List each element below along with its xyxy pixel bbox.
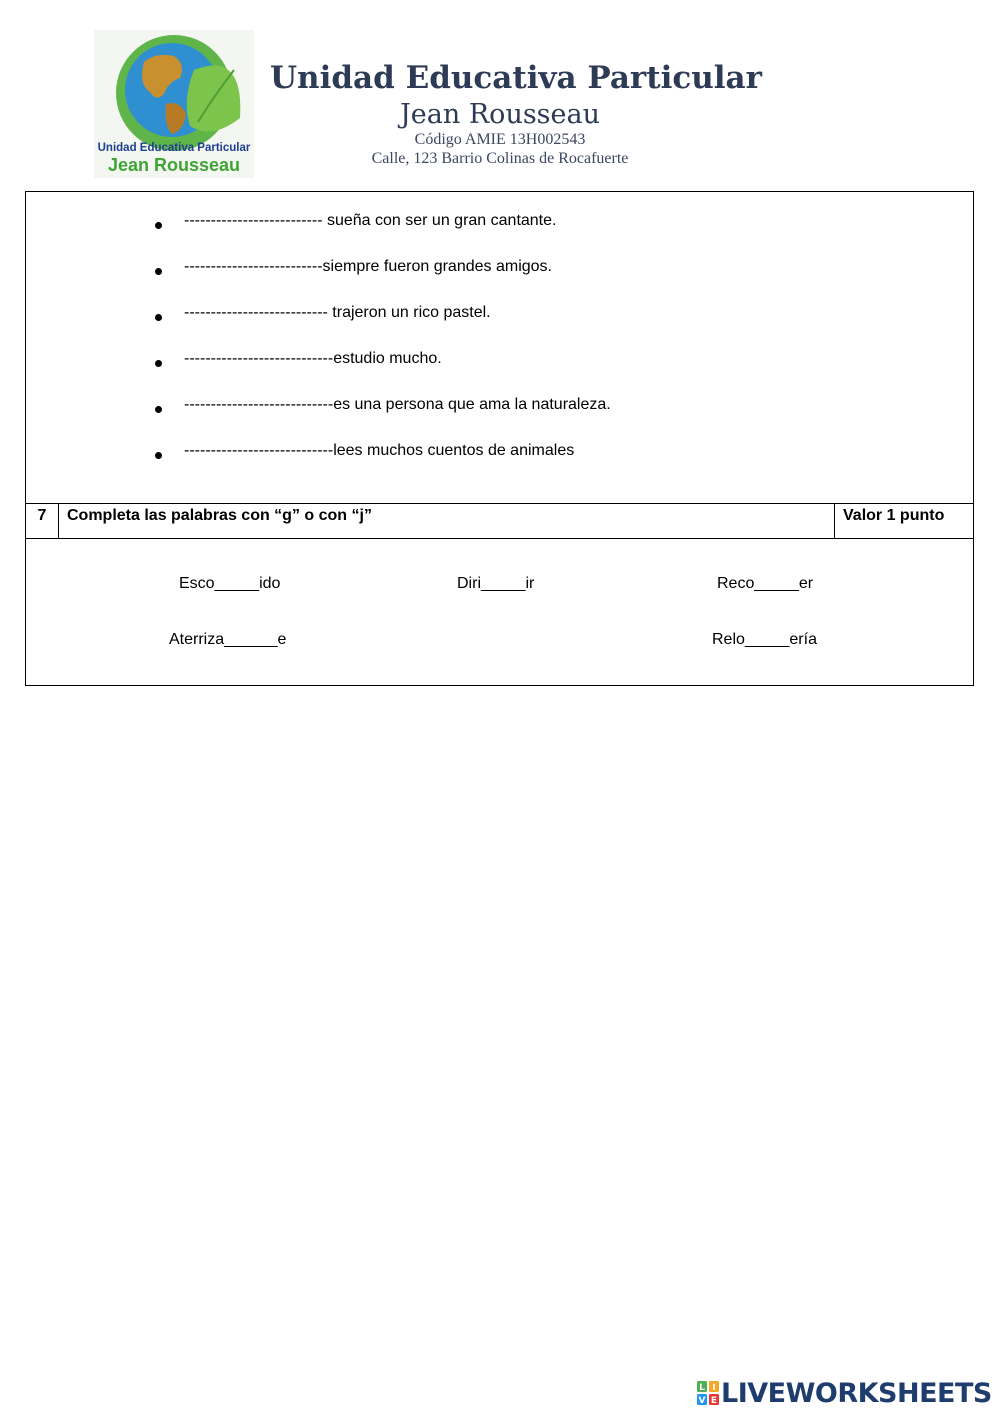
blank-sentence[interactable]: --------------------------- trajeron un rico pastel. [184, 304, 491, 321]
bullet-icon [155, 222, 162, 229]
liveworksheets-brand[interactable] [697, 1378, 992, 1408]
amie-code-text: Código AMIE 13H002543 [414, 131, 586, 148]
school-subtitle-text: Jean Rousseau [399, 99, 601, 130]
blank-sentence[interactable]: --------------------------siempre fueron grandes amigos. [184, 258, 552, 275]
brand-mark-letter: I [712, 1383, 716, 1393]
bullet-icon [155, 268, 162, 275]
word-blank-relojeria[interactable]: Relo_____ería [712, 631, 817, 648]
word-blank-aterrizaje[interactable]: Aterriza______e [169, 631, 287, 648]
word-blank-dirigir[interactable]: Diri_____ir [457, 575, 535, 592]
brand-mark-letter: E [710, 1396, 718, 1405]
brand-mark-letter: L [699, 1383, 705, 1393]
question-value: Valor 1 punto [834, 504, 973, 538]
list-item [26, 442, 973, 494]
logo-line2: Jean Rousseau [107, 155, 241, 175]
word-blank-escogido[interactable]: Esco_____ido [179, 575, 281, 592]
question-instruction: Completa las palabras con “g” o con “j” [67, 507, 372, 524]
blank-sentence[interactable]: ----------------------------lees muchos cuentos de animales [184, 442, 575, 459]
blank-sentence[interactable]: ----------------------------estudio mucho. [184, 350, 442, 367]
list-item [26, 258, 973, 310]
question-number: 7 [26, 504, 59, 538]
school-name: Unidad Educativa Particular [270, 60, 762, 96]
brand-mark-letter: V [698, 1396, 706, 1405]
exercise-sheet [25, 191, 974, 686]
question-7-header [26, 503, 973, 539]
school-address [0, 150, 1000, 168]
bullet-icon [155, 406, 162, 413]
brand-text: LIVEWORKSHEETS [721, 1377, 992, 1409]
blank-sentence[interactable]: ----------------------------es una persona que ama la naturaleza. [184, 396, 611, 413]
bullet-icon [155, 360, 162, 367]
amie-code [0, 131, 1000, 149]
school-subtitle [0, 99, 1000, 130]
liveworksheets-logo-icon [697, 1381, 719, 1405]
fill-blank-list [26, 212, 973, 494]
word-blank-recoger[interactable]: Reco_____er [717, 575, 814, 592]
bullet-icon [155, 452, 162, 459]
school-address-text: Calle, 123 Barrio Colinas de Rocafuerte [371, 150, 629, 167]
bullet-icon [155, 314, 162, 321]
logo-line1: Unidad Educativa Particular [97, 142, 251, 154]
blank-sentence[interactable]: -------------------------- sueña con ser un gran cantante. [184, 212, 557, 229]
list-item [26, 304, 973, 356]
